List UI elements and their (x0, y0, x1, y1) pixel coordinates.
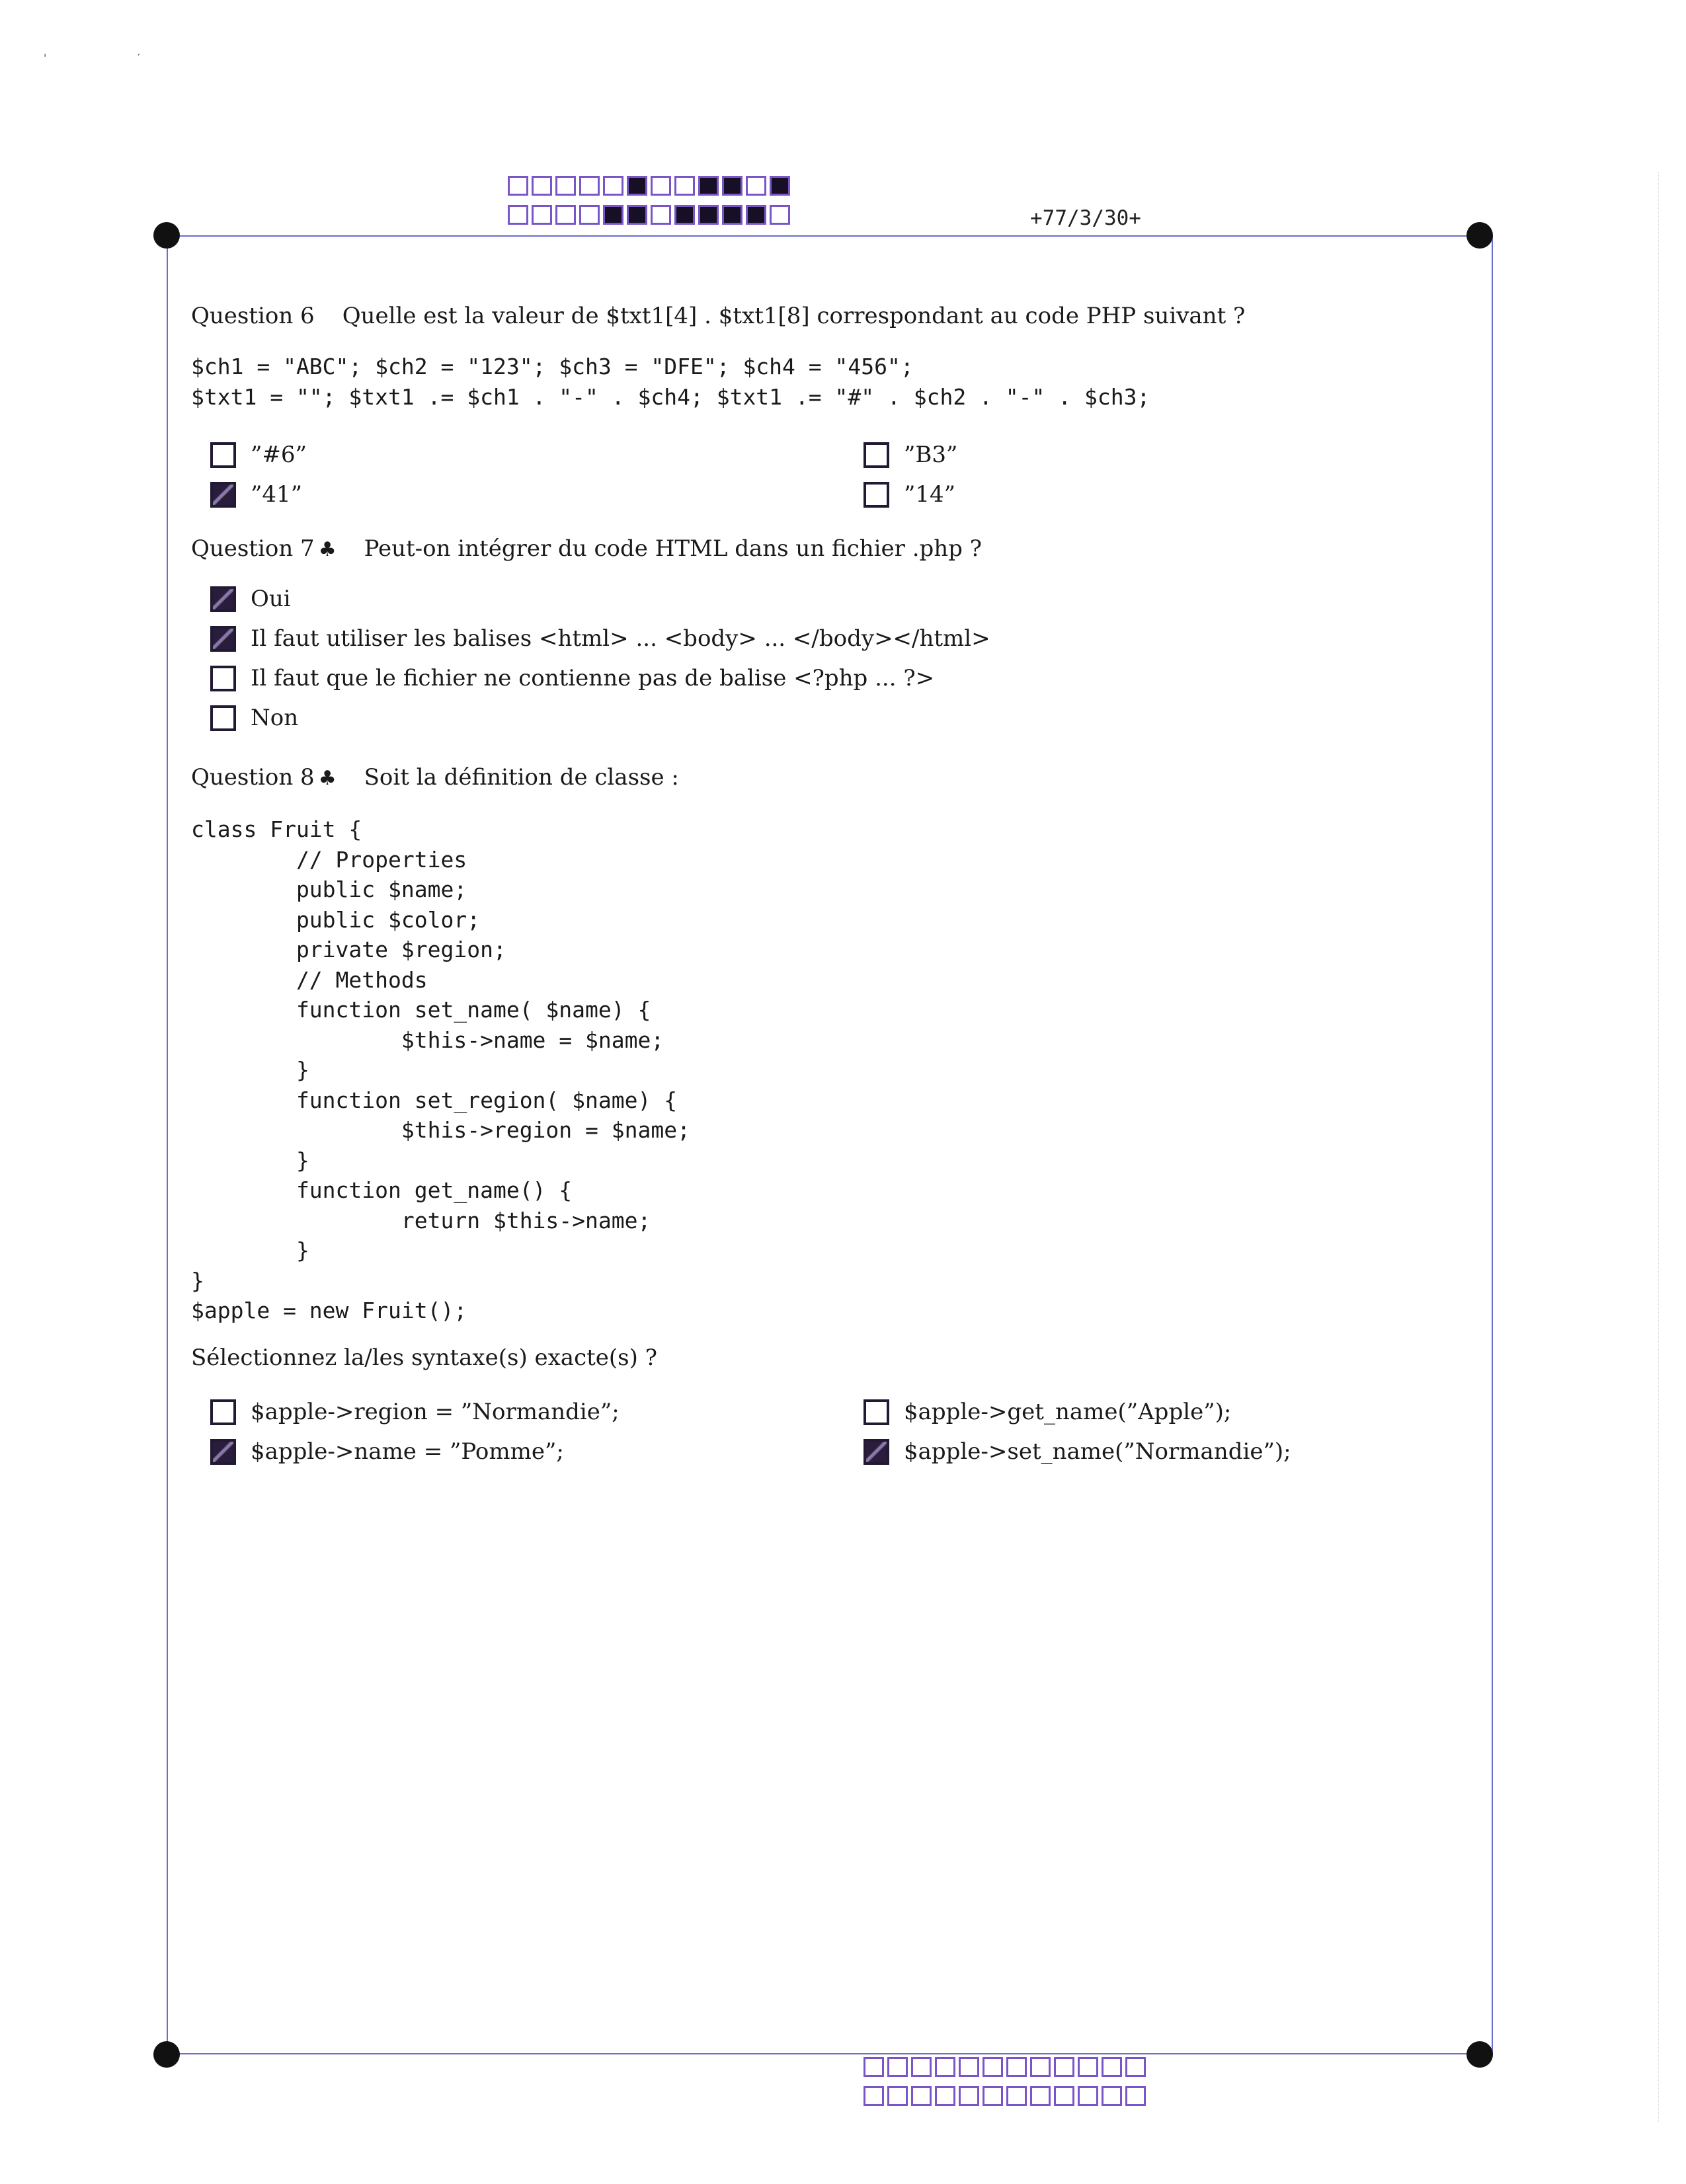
code-cell-filled (674, 205, 695, 225)
question-label: Question 7 (191, 535, 315, 562)
code-cell-empty (1054, 2086, 1074, 2106)
question-text: Quelle est la valeur de $txt1[4] . $txt1[8] correspondant au code PHP suivant ? (342, 303, 1246, 329)
code-cell-empty (651, 205, 671, 225)
option-label: $apple->set_name(”Normandie”); (904, 1438, 1291, 1465)
q6-option-d[interactable] (863, 481, 955, 508)
footer-code-bar-bottom (863, 2086, 1149, 2106)
scan-mark: ′ (138, 52, 140, 64)
checkbox[interactable] (863, 1439, 889, 1465)
code-cell-empty (1054, 2057, 1074, 2077)
question-6-header (191, 303, 1245, 329)
code-cell-filled (627, 205, 647, 225)
option-label: Il faut utiliser les balises <html> ... <body> ... </body></html> (251, 625, 990, 652)
code-cell-empty (959, 2057, 979, 2077)
code-cell-empty (1102, 2086, 1122, 2106)
option-label: Oui (251, 586, 291, 612)
code-cell-empty (983, 2057, 1003, 2077)
code-cell-empty (1006, 2057, 1027, 2077)
scan-edge (1658, 172, 1660, 2122)
option-label: ”B3” (904, 442, 958, 468)
code-cell-empty (508, 205, 528, 225)
q8-option-a[interactable] (210, 1399, 620, 1425)
q8-option-b[interactable] (863, 1399, 1231, 1425)
code-cell-empty (863, 2057, 884, 2077)
question-8-prompt: Sélectionnez la/les syntaxe(s) exacte(s) ? (191, 1345, 657, 1371)
code-cell-empty (555, 205, 576, 225)
footer-code-bar-top (863, 2057, 1149, 2077)
code-cell-empty (1030, 2057, 1051, 2077)
code-cell-empty (579, 176, 600, 196)
code-cell-empty (555, 176, 576, 196)
code-cell-filled (627, 176, 647, 196)
question-7-header (191, 535, 982, 562)
code-cell-empty (508, 176, 528, 196)
checkbox[interactable] (863, 442, 889, 468)
option-label: Il faut que le fichier ne contienne pas de balise <?php ... ?> (251, 665, 935, 691)
option-label: $apple->get_name(”Apple”); (904, 1399, 1232, 1425)
q7-option-c[interactable] (210, 665, 934, 691)
code-cell-empty (603, 176, 623, 196)
code-cell-empty (887, 2086, 908, 2106)
code-cell-empty (1006, 2086, 1027, 2106)
code-cell-empty (1125, 2057, 1146, 2077)
code-cell-filled (722, 205, 743, 225)
option-label: ”#6” (251, 442, 307, 468)
code-cell-empty (1078, 2057, 1098, 2077)
code-cell-filled (603, 205, 623, 225)
q6-option-a[interactable] (210, 442, 307, 468)
option-label: Non (251, 705, 299, 731)
code-cell-empty (1102, 2057, 1122, 2077)
q7-option-b[interactable] (210, 625, 990, 652)
option-label: ”14” (904, 481, 956, 508)
code-cell-filled (770, 176, 790, 196)
corner-marker-bottom-left (153, 2041, 180, 2068)
code-cell-empty (911, 2086, 932, 2106)
checkbox[interactable] (863, 1399, 889, 1425)
club-icon: ♣ (318, 538, 337, 561)
checkbox[interactable] (863, 482, 889, 508)
code-cell-filled (698, 176, 719, 196)
code-cell-empty (911, 2057, 932, 2077)
code-cell-empty (674, 176, 695, 196)
code-cell-filled (746, 205, 766, 225)
code-cell-empty (770, 205, 790, 225)
checkbox[interactable] (210, 705, 236, 731)
code-cell-empty (863, 2086, 884, 2106)
code-cell-empty (1125, 2086, 1146, 2106)
corner-marker-top-left (153, 222, 180, 249)
option-label: $apple->name = ”Pomme”; (251, 1438, 564, 1465)
question-text: Soit la définition de classe : (364, 764, 679, 791)
code-cell-empty (532, 205, 552, 225)
checkbox[interactable] (210, 626, 236, 652)
option-label: ”41” (251, 481, 303, 508)
question-label: Question 8 (191, 764, 315, 791)
q6-option-b[interactable] (863, 442, 957, 468)
q6-option-c[interactable] (210, 481, 302, 508)
code-cell-empty (579, 205, 600, 225)
code-cell-empty (935, 2057, 955, 2077)
code-cell-filled (698, 205, 719, 225)
checkbox[interactable] (210, 666, 236, 691)
code-cell-empty (887, 2057, 908, 2077)
option-label: $apple->region = ”Normandie”; (251, 1399, 620, 1425)
code-cell-empty (935, 2086, 955, 2106)
code-cell-empty (959, 2086, 979, 2106)
question-6-code: $ch1 = "ABC"; $ch2 = "123"; $ch3 = "DFE"; $ch4 = "456"; $txt1 = ""; $txt1 .= $ch1 . "-" . $ch4; $txt1 .= "#" . $ch2 . "-" . $ch3; (191, 354, 1150, 410)
q8-option-c[interactable] (210, 1438, 564, 1465)
header-code-bar-top (508, 176, 793, 196)
question-text: Peut-on intégrer du code HTML dans un fichier .php ? (364, 535, 982, 562)
checkbox[interactable] (210, 586, 236, 612)
code-cell-filled (722, 176, 743, 196)
code-cell-empty (532, 176, 552, 196)
club-icon: ♣ (318, 767, 337, 790)
checkbox[interactable] (210, 442, 236, 468)
corner-marker-top-right (1466, 222, 1493, 249)
corner-marker-bottom-right (1466, 2041, 1493, 2068)
code-cell-empty (983, 2086, 1003, 2106)
q8-option-d[interactable] (863, 1438, 1291, 1465)
page-id: +77/3/30+ (1030, 206, 1141, 230)
question-8-code: class Fruit { // Properties public $name; public $color; private $region; // Methods function set_name( $name) { $this->name = $name; } function set_region( $name) { $this->region = $name; } function get_name() { return $this->name; } } $apple = new Fruit(); (191, 816, 690, 1323)
checkbox[interactable] (210, 482, 236, 508)
scan-mark: ' (44, 52, 47, 64)
q7-option-d[interactable] (210, 705, 298, 731)
question-label: Question 6 (191, 303, 315, 329)
checkbox[interactable] (210, 1399, 236, 1425)
checkbox[interactable] (210, 1439, 236, 1465)
q7-option-a[interactable] (210, 586, 291, 612)
header-code-bar-bottom (508, 205, 793, 225)
code-cell-empty (1030, 2086, 1051, 2106)
code-cell-empty (651, 176, 671, 196)
question-8-header (191, 764, 679, 791)
code-cell-empty (1078, 2086, 1098, 2106)
code-cell-empty (746, 176, 766, 196)
